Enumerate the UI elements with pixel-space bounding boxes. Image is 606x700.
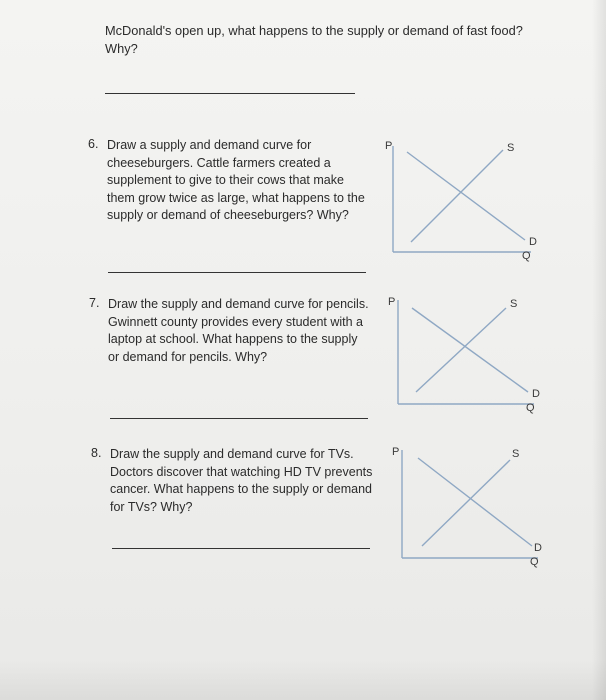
price-axis-label: P	[385, 140, 393, 152]
supply-label: S	[507, 142, 515, 154]
supply-label: S	[512, 448, 520, 460]
question-7-answer-line[interactable]	[110, 418, 368, 419]
page-bottom-shade	[0, 660, 606, 700]
intro-answer-line[interactable]	[105, 93, 355, 94]
demand-label: D	[534, 542, 542, 554]
question-8-graph[interactable]	[392, 446, 552, 571]
supply-curve	[422, 460, 510, 546]
question-8-text: Draw the supply and demand curve for TVs. Doctors discover that watching HD TV prevents cancer. What happens to the supply or demand for TVs? Why?	[110, 447, 373, 514]
quantity-axis-label: Q	[522, 250, 531, 262]
supply-label: S	[510, 298, 518, 310]
demand-label: D	[532, 388, 540, 400]
question-6-answer-line[interactable]	[108, 272, 366, 273]
page-shadow	[592, 0, 606, 700]
supply-curve	[411, 150, 503, 242]
question-6-number: 6.	[88, 137, 99, 151]
demand-curve	[407, 152, 525, 240]
question-8-number: 8.	[91, 446, 102, 460]
question-7-text: Draw the supply and demand curve for pencils. Gwinnett county provides every student with a laptop at school. What happens to the supply or demand for pencils. Why?	[108, 297, 369, 364]
quantity-axis-label: Q	[530, 556, 539, 568]
question-8-answer-line[interactable]	[112, 548, 370, 549]
question-7-number: 7.	[89, 296, 100, 310]
question-6-text: Draw a supply and demand curve for cheeseburgers. Cattle farmers created a supplement to give to their cows that make them grow twice as large, what happens to the supply or demand of cheeseburgers? Why?	[107, 138, 365, 222]
intro-question-text: McDonald's open up, what happens to the supply or demand of fast food? Why?	[105, 23, 523, 56]
quantity-axis-label: Q	[526, 402, 535, 414]
question-7-graph[interactable]	[388, 296, 548, 416]
question-6-graph[interactable]	[385, 140, 545, 270]
demand-label: D	[529, 236, 537, 248]
price-axis-label: P	[388, 296, 396, 308]
price-axis-label: P	[392, 446, 400, 458]
